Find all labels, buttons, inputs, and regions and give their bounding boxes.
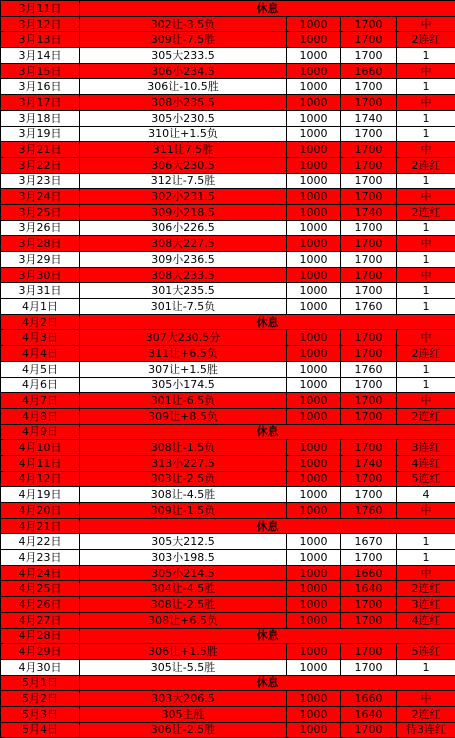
stake-cell: 1000 <box>287 173 341 189</box>
return-cell: 1740 <box>341 455 397 471</box>
date-cell: 3月12日 <box>1 16 80 32</box>
status-cell: 中 <box>397 393 455 409</box>
stake-cell: 1000 <box>287 95 341 111</box>
stake-cell: 1000 <box>287 283 341 299</box>
return-cell: 1700 <box>341 597 397 613</box>
date-cell: 4月12日 <box>1 471 80 487</box>
match-cell: 304让-4.5胜 <box>80 581 287 597</box>
stake-cell: 1000 <box>287 581 341 597</box>
date-cell: 5月1日 <box>1 675 80 691</box>
table-row <box>1 424 455 440</box>
stake-cell: 1000 <box>287 565 341 581</box>
date-cell: 4月24日 <box>1 565 80 581</box>
stake-cell: 1000 <box>287 361 341 377</box>
table-row <box>1 628 455 644</box>
return-cell: 1700 <box>341 48 397 64</box>
return-cell: 1760 <box>341 503 397 519</box>
date-cell: 4月6日 <box>1 377 80 393</box>
match-cell: 308大227.5 <box>80 236 287 252</box>
stake-cell: 1000 <box>287 126 341 142</box>
match-cell: 305小174.5 <box>80 377 287 393</box>
return-cell: 1700 <box>341 79 397 95</box>
date-cell: 3月26日 <box>1 220 80 236</box>
stake-cell: 1000 <box>287 236 341 252</box>
table-row <box>1 1 455 17</box>
return-cell: 1700 <box>341 408 397 424</box>
status-cell: 中 <box>397 189 455 205</box>
match-cell: 305小230.5 <box>80 110 287 126</box>
table-row <box>1 534 455 550</box>
date-cell: 4月10日 <box>1 440 80 456</box>
table-row <box>1 455 455 471</box>
status-cell: 1 <box>397 659 455 675</box>
match-cell: 309小218.5 <box>80 204 287 220</box>
table-row <box>1 63 455 79</box>
date-cell: 5月3日 <box>1 706 80 722</box>
stake-cell: 1000 <box>287 142 341 158</box>
status-cell: 5连红 <box>397 471 455 487</box>
date-cell: 3月29日 <box>1 252 80 268</box>
match-cell: 308大233.5 <box>80 267 287 283</box>
match-cell: 306小234.5 <box>80 63 287 79</box>
status-cell: 4 <box>397 487 455 503</box>
match-cell: 308让-4.5胜 <box>80 487 287 503</box>
table-row <box>1 48 455 64</box>
match-cell: 302让-3.5负 <box>80 16 287 32</box>
return-cell: 1700 <box>341 236 397 252</box>
date-cell: 4月8日 <box>1 408 80 424</box>
table-row <box>1 220 455 236</box>
stake-cell: 1000 <box>287 393 341 409</box>
match-cell: 306大230.5 <box>80 157 287 173</box>
stake-cell: 1000 <box>287 503 341 519</box>
match-cell: 309让-1.5负 <box>80 503 287 519</box>
match-cell: 305大212.5 <box>80 534 287 550</box>
date-cell: 5月4日 <box>1 722 80 738</box>
table-row <box>1 706 455 722</box>
date-cell: 4月2日 <box>1 314 80 330</box>
return-cell: 1700 <box>341 612 397 628</box>
table-row <box>1 487 455 503</box>
status-cell: 2连红 <box>397 204 455 220</box>
stake-cell: 1000 <box>287 32 341 48</box>
stake-cell: 1000 <box>287 63 341 79</box>
table-row <box>1 16 455 32</box>
date-cell: 4月28日 <box>1 628 80 644</box>
stake-cell: 1000 <box>287 110 341 126</box>
stake-cell: 1000 <box>287 330 341 346</box>
return-cell: 1700 <box>341 330 397 346</box>
date-cell: 3月30日 <box>1 267 80 283</box>
stake-cell: 1000 <box>287 48 341 64</box>
return-cell: 1700 <box>341 393 397 409</box>
match-cell: 309让+8.5负 <box>80 408 287 424</box>
return-cell: 1740 <box>341 204 397 220</box>
date-cell: 3月18日 <box>1 110 80 126</box>
table-row <box>1 267 455 283</box>
stake-cell: 1000 <box>287 189 341 205</box>
date-cell: 4月30日 <box>1 659 80 675</box>
match-cell: 302小231.5 <box>80 189 287 205</box>
status-cell: 2连红 <box>397 32 455 48</box>
match-cell: 313小227.5 <box>80 455 287 471</box>
table-row <box>1 330 455 346</box>
rest-day-cell: 休息 <box>80 518 455 534</box>
date-cell: 4月26日 <box>1 597 80 613</box>
status-cell: 1 <box>397 377 455 393</box>
stake-cell: 1000 <box>287 204 341 220</box>
status-cell: 1 <box>397 252 455 268</box>
return-cell: 1700 <box>341 95 397 111</box>
table-row <box>1 189 455 205</box>
date-cell: 3月19日 <box>1 126 80 142</box>
return-cell: 1700 <box>341 32 397 48</box>
stake-cell: 1000 <box>287 377 341 393</box>
date-cell: 5月2日 <box>1 691 80 707</box>
status-cell: 4连红 <box>397 612 455 628</box>
match-cell: 308让+6.5负 <box>80 612 287 628</box>
date-cell: 4月7日 <box>1 393 80 409</box>
table-row <box>1 471 455 487</box>
status-cell: 1 <box>397 299 455 315</box>
return-cell: 1700 <box>341 346 397 362</box>
table-row <box>1 408 455 424</box>
stake-cell: 1000 <box>287 612 341 628</box>
status-cell: 1 <box>397 48 455 64</box>
table-body <box>1 1 455 738</box>
stake-cell: 1000 <box>287 408 341 424</box>
stake-cell: 1000 <box>287 455 341 471</box>
match-cell: 311让+6.5负 <box>80 346 287 362</box>
table-row <box>1 393 455 409</box>
match-cell: 306让+1.5胜 <box>80 644 287 660</box>
table-row <box>1 346 455 362</box>
return-cell: 1700 <box>341 142 397 158</box>
return-cell: 1700 <box>341 173 397 189</box>
match-cell: 301大235.5 <box>80 283 287 299</box>
table-row <box>1 612 455 628</box>
return-cell: 1700 <box>341 267 397 283</box>
match-cell: 306小226.5 <box>80 220 287 236</box>
stake-cell: 1000 <box>287 79 341 95</box>
return-cell: 1660 <box>341 565 397 581</box>
table-row <box>1 644 455 660</box>
status-cell: 2连红 <box>397 346 455 362</box>
return-cell: 1660 <box>341 63 397 79</box>
match-cell: 303小198.5 <box>80 550 287 566</box>
date-cell: 4月4日 <box>1 346 80 362</box>
return-cell: 1700 <box>341 189 397 205</box>
return-cell: 1700 <box>341 157 397 173</box>
return-cell: 1700 <box>341 440 397 456</box>
date-cell: 3月14日 <box>1 48 80 64</box>
match-cell: 311让7.5胜 <box>80 142 287 158</box>
date-cell: 3月13日 <box>1 32 80 48</box>
return-cell: 1700 <box>341 220 397 236</box>
table-row <box>1 565 455 581</box>
match-cell: 308小235.5 <box>80 95 287 111</box>
status-cell: 中 <box>397 565 455 581</box>
stake-cell: 1000 <box>287 157 341 173</box>
return-cell: 1700 <box>341 471 397 487</box>
date-cell: 3月23日 <box>1 173 80 189</box>
date-cell: 3月16日 <box>1 79 80 95</box>
stake-cell: 1000 <box>287 440 341 456</box>
table-row <box>1 377 455 393</box>
stake-cell: 1000 <box>287 534 341 550</box>
table-row <box>1 236 455 252</box>
return-cell: 1700 <box>341 252 397 268</box>
status-cell: 中 <box>397 63 455 79</box>
date-cell: 3月15日 <box>1 63 80 79</box>
return-cell: 1640 <box>341 581 397 597</box>
match-cell: 306让-10.5胜 <box>80 79 287 95</box>
date-cell: 4月23日 <box>1 550 80 566</box>
return-cell: 1700 <box>341 659 397 675</box>
stake-cell: 1000 <box>287 267 341 283</box>
table-row <box>1 518 455 534</box>
match-cell: 305主胜 <box>80 706 287 722</box>
match-cell: 309小236.5 <box>80 252 287 268</box>
stake-cell: 1000 <box>287 299 341 315</box>
status-cell: 2连红 <box>397 408 455 424</box>
stake-cell: 1000 <box>287 16 341 32</box>
match-cell: 307让+1.5胜 <box>80 361 287 377</box>
status-cell: 3连红 <box>397 597 455 613</box>
match-cell: 305大233.5 <box>80 48 287 64</box>
stake-cell: 1000 <box>287 597 341 613</box>
date-cell: 4月1日 <box>1 299 80 315</box>
table-row <box>1 126 455 142</box>
status-cell: 中 <box>397 267 455 283</box>
date-cell: 4月27日 <box>1 612 80 628</box>
date-cell: 4月9日 <box>1 424 80 440</box>
stake-cell: 1000 <box>287 220 341 236</box>
return-cell: 1700 <box>341 487 397 503</box>
rest-day-cell: 休息 <box>80 1 455 17</box>
table-row <box>1 252 455 268</box>
match-cell: 305小214.5 <box>80 565 287 581</box>
status-cell: 1 <box>397 550 455 566</box>
date-cell: 4月20日 <box>1 503 80 519</box>
status-cell: 2连红 <box>397 706 455 722</box>
table-row <box>1 503 455 519</box>
table-row <box>1 597 455 613</box>
return-cell: 1700 <box>341 16 397 32</box>
table-row <box>1 314 455 330</box>
table-row <box>1 675 455 691</box>
status-cell: 1 <box>397 173 455 189</box>
match-cell: 303让-2.5负 <box>80 471 287 487</box>
stake-cell: 1000 <box>287 722 341 738</box>
status-cell: 中 <box>397 16 455 32</box>
return-cell: 1700 <box>341 283 397 299</box>
status-cell: 1 <box>397 110 455 126</box>
table-row <box>1 361 455 377</box>
date-cell: 4月5日 <box>1 361 80 377</box>
table-row <box>1 142 455 158</box>
table-row <box>1 722 455 738</box>
table-row <box>1 283 455 299</box>
date-cell: 3月28日 <box>1 236 80 252</box>
status-cell: 5连红 <box>397 644 455 660</box>
stake-cell: 1000 <box>287 471 341 487</box>
stake-cell: 1000 <box>287 691 341 707</box>
date-cell: 4月11日 <box>1 455 80 471</box>
date-cell: 3月25日 <box>1 204 80 220</box>
date-cell: 3月24日 <box>1 189 80 205</box>
status-cell: 待3连红 <box>397 722 455 738</box>
match-cell: 306让-2.5胜 <box>80 722 287 738</box>
return-cell: 1700 <box>341 722 397 738</box>
table-row <box>1 440 455 456</box>
status-cell: 中 <box>397 503 455 519</box>
return-cell: 1670 <box>341 534 397 550</box>
status-cell: 1 <box>397 534 455 550</box>
table-row <box>1 691 455 707</box>
table-row <box>1 299 455 315</box>
status-cell: 1 <box>397 361 455 377</box>
table-row <box>1 110 455 126</box>
return-cell: 1700 <box>341 377 397 393</box>
table-row <box>1 550 455 566</box>
table-row <box>1 659 455 675</box>
stake-cell: 1000 <box>287 346 341 362</box>
return-cell: 1740 <box>341 110 397 126</box>
status-cell: 中 <box>397 691 455 707</box>
date-cell: 3月11日 <box>1 1 80 17</box>
stake-cell: 1000 <box>287 487 341 503</box>
date-cell: 3月31日 <box>1 283 80 299</box>
return-cell: 1700 <box>341 550 397 566</box>
date-cell: 3月22日 <box>1 157 80 173</box>
stake-cell: 1000 <box>287 706 341 722</box>
stake-cell: 1000 <box>287 644 341 660</box>
return-cell: 1660 <box>341 691 397 707</box>
match-cell: 312让-7.5胜 <box>80 173 287 189</box>
rest-day-cell: 休息 <box>80 628 455 644</box>
status-cell: 3连红 <box>397 440 455 456</box>
return-cell: 1700 <box>341 644 397 660</box>
date-cell: 4月22日 <box>1 534 80 550</box>
return-cell: 1700 <box>341 126 397 142</box>
date-cell: 4月3日 <box>1 330 80 346</box>
status-cell: 1 <box>397 126 455 142</box>
match-cell: 301让-6.5负 <box>80 393 287 409</box>
match-cell: 310让+1.5负 <box>80 126 287 142</box>
date-cell: 3月17日 <box>1 95 80 111</box>
status-cell: 4连红 <box>397 455 455 471</box>
status-cell: 2连红 <box>397 581 455 597</box>
return-cell: 1760 <box>341 299 397 315</box>
rest-day-cell: 休息 <box>80 314 455 330</box>
date-cell: 4月19日 <box>1 487 80 503</box>
status-cell: 1 <box>397 283 455 299</box>
return-cell: 1760 <box>341 361 397 377</box>
table-row <box>1 157 455 173</box>
date-cell: 4月25日 <box>1 581 80 597</box>
match-cell: 305让-5.5胜 <box>80 659 287 675</box>
stake-cell: 1000 <box>287 252 341 268</box>
date-cell: 4月21日 <box>1 518 80 534</box>
status-cell: 1 <box>397 79 455 95</box>
table-row <box>1 79 455 95</box>
status-cell: 1 <box>397 220 455 236</box>
status-cell: 中 <box>397 142 455 158</box>
match-cell: 308让-2.5胜 <box>80 597 287 613</box>
date-cell: 4月29日 <box>1 644 80 660</box>
return-cell: 1640 <box>341 706 397 722</box>
stake-cell: 1000 <box>287 659 341 675</box>
table-row <box>1 173 455 189</box>
table-row <box>1 32 455 48</box>
table-row <box>1 204 455 220</box>
match-cell: 301让-7.5负 <box>80 299 287 315</box>
table-row <box>1 95 455 111</box>
table-row <box>1 581 455 597</box>
match-cell: 307大230.5分 <box>80 330 287 346</box>
status-cell: 中 <box>397 330 455 346</box>
status-cell: 中 <box>397 236 455 252</box>
match-cell: 303大206.5 <box>80 691 287 707</box>
match-cell: 308让-1.5负 <box>80 440 287 456</box>
stake-cell: 1000 <box>287 550 341 566</box>
status-cell: 中 <box>397 95 455 111</box>
rest-day-cell: 休息 <box>80 424 455 440</box>
date-cell: 3月21日 <box>1 142 80 158</box>
match-cell: 309让-7.5胜 <box>80 32 287 48</box>
rest-day-cell: 休息 <box>80 675 455 691</box>
status-cell: 2连红 <box>397 157 455 173</box>
